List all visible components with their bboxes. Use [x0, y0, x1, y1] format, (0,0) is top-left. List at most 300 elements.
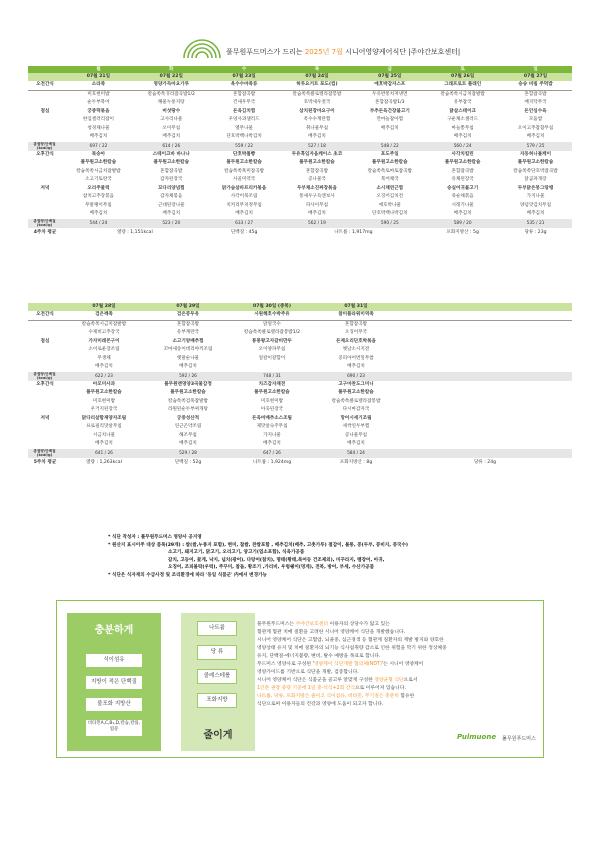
menu-item: 배추김치	[308, 134, 326, 139]
desc-line	[257, 637, 497, 645]
lunch-label	[28, 363, 62, 372]
empty-cell	[398, 398, 572, 407]
menu-item: 풀무원고소한칼슘	[80, 160, 117, 165]
lunch-row	[28, 338, 572, 347]
dinner-label	[28, 406, 62, 415]
menu-item: 혼합잡곡밥1/3	[375, 100, 405, 105]
note-origin-3: 갈치, 고등어, 꽃게, 낙지, 넙치(광어), 다랑어(참치), 명태(황태,북어등 건조제외), 미꾸라지, 뱀장어, 아귀,	[168, 557, 385, 563]
date-cell: 07월 21일	[62, 73, 135, 81]
notes	[108, 534, 538, 579]
menu-item: 닭다리살함재양자조림	[81, 415, 127, 421]
nutrition-info-panel	[56, 600, 544, 758]
title-suffix: 시니어영양케어식단 |주야간보호센터|	[345, 48, 461, 56]
menu-item: 콩피아어번잎무쌈	[338, 355, 374, 361]
menu-item: 아모미사과	[92, 381, 116, 387]
menu-item: 파사이무침	[305, 202, 329, 208]
title-prefix: 풀무원푸드머스가 드리는	[226, 48, 303, 56]
title-year-month: 2025년 7월	[304, 48, 343, 56]
lunch-label	[28, 346, 62, 355]
menu-item: 단호박롤빵	[233, 151, 256, 157]
dinner-row	[28, 185, 572, 194]
menu-item: 애호박나물	[378, 202, 401, 208]
lunch-row	[28, 355, 572, 364]
weekday-5: 토	[426, 66, 499, 73]
average-protein: 단백질 : 45g	[230, 229, 258, 235]
empty-cell	[398, 363, 572, 372]
menu-item: 허루요거트 포도(컵)	[281, 81, 354, 90]
menu-item: 오이고추찹찹무침	[517, 125, 554, 131]
note-origin-2: 소고기, 돼지고기, 닭고기, 오리고기, 양고기(염소포함), 식육가공품	[168, 550, 305, 555]
kcal-value: 535 / 21	[499, 219, 572, 228]
kcal-value: 614 / 26	[135, 142, 208, 151]
snack-pm-label-2	[28, 389, 62, 398]
menu-item: 배추김치	[95, 441, 113, 446]
desc-text: 유지, 단백질-에너지불량, 변비, 탈수 예방을 목표로 합니다.	[257, 654, 381, 659]
kcal-label-line: 총열량/단백질	[33, 448, 56, 453]
desc-line	[257, 669, 497, 677]
kcal-label-line: (kcal/g)	[36, 146, 53, 150]
menu-item: 사각어묵조림	[230, 194, 258, 199]
week-average-row	[28, 228, 572, 237]
menu-item: 미호현미밥	[87, 91, 110, 97]
menu-item: 오이양파무침	[258, 347, 286, 352]
date-corner	[28, 303, 62, 311]
lunch-label	[28, 99, 62, 108]
desc-text: 영양가이드를 기반으로 식단을 개발, 검증합니다.	[257, 670, 359, 675]
empty-cell	[398, 329, 572, 338]
dinner-label	[28, 423, 62, 432]
lunch-row	[28, 320, 572, 329]
menu-item: 칼슘쏙쏙검흑잡발밥	[168, 398, 208, 404]
desc-text: 으로서	[403, 678, 418, 683]
menu-item: 소고기토란국	[85, 177, 112, 182]
menu-item: 유부잡국	[453, 100, 472, 105]
desc-line	[257, 653, 497, 661]
menu-item: 통통왕고자갈비만두	[252, 338, 292, 344]
lunch-label	[28, 320, 62, 329]
dinner-label	[28, 432, 62, 441]
menu-item: 시금치나물	[92, 432, 116, 438]
empty-cell	[398, 432, 572, 441]
dinner-label: 저녁	[40, 415, 50, 421]
date-cell: 07월 24일	[281, 73, 354, 81]
kcal-value: 559 / 22	[208, 142, 281, 151]
menu-item: 고구마찬도그미니	[338, 381, 374, 387]
menu-item: 두부닭은봉그랑땡	[517, 185, 554, 191]
menu-item: 배추김치	[308, 211, 326, 216]
menu-item: 소고기양배추찜	[172, 338, 204, 344]
note-change: * 식단은 식자재의 수급사정 및 조리환경에 따라 '동일 식품군' 内에서 변경가능	[108, 572, 267, 578]
empty-cell	[398, 440, 572, 449]
empty-cell	[398, 355, 572, 364]
menu-item: 참치고추장볶음	[82, 194, 114, 199]
menu-item: 칼슘쏙쏙토마토잡곡밥	[367, 168, 412, 174]
menu-item: 칼슘쏙쏙단호박잡곡밥	[513, 168, 558, 174]
menu-item: 풀무원고소한칼슘	[444, 160, 481, 165]
desc-emphasis: 주야간보호센터	[295, 622, 329, 627]
menu-item: 오징어김치전	[376, 194, 404, 199]
note-origin-4: 오징어, 조피볼락(우럭), 주꾸미, 참돔, 황조기 ,가리비, 우렁쉥이(멍게), 전복, 방어, 부세, 수산가공품	[168, 565, 375, 570]
menu-item: 숭숭 비빔 주먹밥	[499, 81, 572, 90]
date-row	[28, 303, 572, 311]
empty-cell	[398, 415, 572, 424]
desc-line	[257, 693, 497, 701]
weekday-4: 금	[353, 66, 426, 73]
kcal-label-line: (kcal/g)	[36, 223, 53, 227]
pulmuone-logo	[180, 38, 224, 60]
lunch-row	[28, 116, 572, 125]
dinner-label: 저녁	[40, 185, 50, 191]
dinner-label	[28, 168, 62, 177]
menu-item: 배추김치	[380, 125, 399, 131]
lunch-row	[28, 125, 572, 134]
kcal-value: 548 / 22	[353, 142, 426, 151]
average-sodium: 나트륨 : 1,924mg	[252, 459, 292, 465]
menu-item: 무생채	[97, 355, 111, 361]
menu-item: 검은깨죽	[62, 311, 146, 320]
dinner-row	[28, 168, 572, 177]
menu-item: 배추김치	[89, 134, 108, 139]
menu-item: 양념맛김치무침	[519, 202, 552, 208]
dinner-row	[28, 415, 572, 424]
menu-item: 북어채국	[380, 177, 399, 182]
kcal-value: 579 / 25	[499, 142, 572, 151]
dinner-row	[28, 202, 572, 211]
dinner-row	[28, 176, 572, 185]
date-cell: 07월 23일	[208, 73, 281, 81]
kcal-value: 590 / 25	[353, 219, 426, 228]
kcal-value: 592 / 26	[146, 372, 230, 381]
menu-item: 시원해호수박주유	[230, 311, 314, 320]
lunch-row	[28, 329, 572, 338]
menu-item: 프로필리맛살무침	[86, 424, 122, 429]
snack-am-row	[28, 81, 572, 90]
menu-item: 부추돈육간장불고기	[369, 108, 410, 114]
menu-item: 단호박백나박김치	[226, 134, 262, 139]
menu-item: 혼합잡곡밥	[176, 321, 200, 327]
desc-line	[257, 645, 497, 653]
kcal-value: 589 / 20	[426, 219, 499, 228]
dinner-row	[28, 423, 572, 432]
menu-item: 배지탁무국	[524, 100, 547, 105]
lunch-label	[28, 329, 62, 338]
menu-item: 죽순채볶음	[451, 194, 474, 199]
kcal-label	[28, 372, 62, 381]
menu-item: 두유반통치저냉면	[372, 91, 408, 97]
menu-item: 풀무원맨영양3곡물감정	[164, 381, 212, 387]
kcal-label-line: 총열량/단백질	[33, 371, 56, 376]
kcal-value: 633 / 27	[208, 219, 281, 228]
desc-text: 시니어 영양케어 식단은 식품군을 골고루 알맞게 구성한	[257, 678, 375, 683]
note-author: * 식단 작성자 : 풀무원푸드머스 영양사 공지영	[108, 535, 202, 540]
menu-item: 유부계란국	[176, 330, 200, 335]
menu-item: 감자된장국	[160, 177, 183, 182]
menu-item: 옛말순나물	[176, 355, 200, 361]
more-panel	[67, 613, 161, 751]
kcal-value: 523 / 20	[135, 219, 208, 228]
desc-line	[257, 701, 497, 709]
menu-item: 칼슘쏙쏙시금치잡발밥	[76, 168, 121, 174]
lunch-row	[28, 346, 572, 355]
dinner-row	[28, 210, 572, 219]
menu-item: 배추김치	[263, 441, 281, 446]
weekday-2: 수	[208, 66, 281, 73]
info-description	[257, 621, 497, 709]
weekday-1: 화	[135, 66, 208, 73]
menu-item: 근대된장나물	[157, 202, 185, 208]
menu-item: 북숭아	[91, 151, 106, 157]
week-average-row	[28, 458, 572, 467]
lunch-label: 점심	[40, 108, 50, 114]
dinner-label	[28, 193, 62, 202]
menu-item: 사각치킬린	[451, 151, 474, 157]
menu-item: 미호현미밥	[260, 398, 284, 404]
menu-item: 참미플라워미역죽	[314, 311, 398, 320]
snack-pm-row-2	[28, 389, 572, 398]
menu-item: 꼬마새송이데리야끼조림	[163, 347, 213, 352]
menu-item: 칼슘쏙쏙시금치잡발밥	[81, 321, 127, 327]
menu-item: 혼합잡곡밥	[305, 168, 329, 174]
menu-item: 그래프로트 플래인	[426, 81, 499, 90]
menu-item: 돈육김치찜	[233, 108, 256, 114]
more-item: 불포화 지방산	[85, 697, 143, 712]
desc-line	[257, 621, 497, 629]
corner-cell	[28, 66, 62, 73]
menu-item: 칼슘쏙쏙시금치잡발밥	[440, 91, 485, 97]
menu-item: 수제비고추장국	[88, 330, 120, 335]
menu-item: 배추김치	[95, 364, 113, 369]
menu-item: 옛날소시지전	[342, 347, 370, 352]
empty-cell	[398, 320, 572, 329]
average-sugar: 당류 : 23g	[524, 229, 547, 235]
desc-text: 시니어 영양케어 식단은 고혈압, 뇌졸중, 심근경색 등 혈관계 질환자의 재발 방지와 양호한	[257, 638, 444, 643]
lunch-label	[28, 116, 62, 125]
desc-text: 함유한	[398, 694, 415, 699]
dinner-kcal-row	[28, 219, 572, 228]
kcal-label	[28, 219, 62, 228]
menu-item: 소이로운장조림	[88, 347, 120, 352]
menu-table-week4	[28, 66, 572, 237]
kcal-value: 748 / 31	[230, 372, 314, 381]
weekday-header	[28, 66, 572, 73]
snack-pm-row-label: 오후간식	[36, 381, 54, 387]
menu-item: 옥수수계란찜	[303, 117, 331, 122]
menu-item: 라원된순두부찌개탕	[168, 407, 208, 412]
menu-item: 칼슘쏙쏙흑미잡곡밥	[224, 168, 265, 174]
menu-item: 미호현미밥	[92, 398, 116, 404]
menu-item: 얼갈이갈합이	[258, 355, 286, 361]
kcal-label-line: 총열량/단백질	[33, 141, 56, 146]
empty-cell	[398, 338, 572, 347]
menu-item: 망어시세기조림	[340, 415, 372, 421]
date-cell: 07월 31일	[314, 303, 398, 311]
snack-pm-row-2	[28, 159, 572, 168]
menu-item: 청경채나물	[87, 125, 110, 131]
less-item: 당 류	[197, 645, 237, 660]
menu-item: 혼합잡곡밥	[160, 168, 183, 174]
menu-item: 자동허니볼케이	[519, 151, 552, 157]
dinner-row	[28, 193, 572, 202]
desc-text: 혈관계 혈관 치매 질환을 고려한 시니어 영양케어 식단을 개발했습니다.	[257, 630, 406, 635]
menu-item: 열무나물	[235, 125, 253, 131]
date-cell: 07월 30일 (중복)	[230, 303, 314, 311]
lunch-label	[28, 90, 62, 99]
menu-item: 감자채볶음	[160, 194, 183, 199]
dinner-label	[28, 202, 62, 211]
lunch-label	[28, 125, 62, 134]
kcal-value: 560 / 24	[426, 142, 499, 151]
desc-line	[257, 629, 497, 637]
lunch-row	[28, 99, 572, 108]
menu-item: 해물누룽지탕	[157, 100, 185, 105]
empty-cell	[398, 381, 572, 390]
menu-item: 새싹연두부찜	[342, 424, 370, 429]
lunch-label	[28, 133, 62, 142]
snack-pm-row	[28, 151, 572, 160]
less-item: 포화지방	[197, 693, 237, 708]
empty-cell	[398, 346, 572, 355]
desc-line	[257, 661, 497, 669]
menu-item: 모둠쌈	[528, 117, 543, 122]
menu-item: 혼합잡곡밥	[344, 321, 368, 327]
kcal-value: 562 / 19	[281, 219, 354, 228]
menu-item: 풀무원고소한칼슘	[153, 160, 190, 165]
menu-item: 오이무침	[162, 125, 181, 131]
date-row	[28, 73, 572, 81]
more-label: 충분하게	[94, 625, 134, 636]
date-cell: 07월 27일	[499, 73, 572, 81]
dinner-label	[28, 440, 62, 449]
menu-item: 고사리나물	[160, 117, 183, 122]
kcal-value: 647 / 26	[230, 449, 314, 458]
menu-item: 칼슘쏙쏙귀리잡곡밥1/2	[147, 91, 195, 97]
menu-item: 치커리무치정무침	[226, 202, 262, 208]
more-item: 식이섬유	[85, 653, 143, 668]
lunch-kcal-row	[28, 142, 572, 151]
menu-item: 단호박백나박김치	[372, 211, 408, 216]
average-kcal: 열량 : 1,151kcal	[116, 229, 153, 235]
less-label: 줄이게	[203, 730, 233, 741]
kcal-label-line: 총열량/단백질	[33, 218, 56, 223]
less-item: 나트륨	[197, 621, 237, 636]
snack-pm-label-2	[28, 159, 62, 168]
menu-item: 순두부북어	[87, 100, 110, 105]
menu-item: 스테이크바 바나나	[152, 151, 190, 157]
menu-item: 애호박감자스프	[353, 81, 426, 90]
menu-item: 돈제오리단호박볶음	[336, 338, 376, 344]
menu-table-week5	[28, 303, 572, 467]
date-cell: 07월 29일	[146, 303, 230, 311]
dinner-row	[28, 398, 572, 407]
empty-cell	[398, 303, 572, 311]
desc-text: 풀무원푸드머스는	[257, 622, 296, 627]
kcal-label-line: (kcal/g)	[36, 453, 53, 457]
menu-item: 배추김치	[526, 211, 545, 216]
desc-text: '는 시니어 영양케어	[381, 662, 424, 667]
lunch-row	[28, 90, 572, 99]
menu-item: 삼치된장마요구이	[299, 108, 335, 114]
menu-item: 배추김치	[179, 441, 197, 446]
average-fat: 포화지방산 : 5g	[446, 229, 479, 235]
lunch-kcal-row	[28, 372, 572, 381]
menu-item: 닭얼국수	[263, 321, 281, 327]
menu-item	[353, 133, 426, 142]
menu-item: 배추김치	[453, 134, 472, 139]
menu-item: 취나물무침	[305, 125, 329, 131]
menu-item: 연근곤약조림	[174, 424, 202, 429]
menu-item: 닭가슴살파프리카볶음	[221, 185, 267, 191]
menu-item: 깐마늘잡아찜	[376, 117, 404, 122]
dinner-label	[28, 398, 62, 407]
dinner-label	[28, 176, 62, 185]
kcal-value: 690 / 23	[314, 372, 398, 381]
menu-item: 배추김치	[347, 441, 365, 446]
desc-text: 푸드머스 영양사로 구성된 '	[257, 662, 314, 667]
empty-cell	[398, 311, 572, 320]
menu-item: 돈안심수육	[524, 108, 547, 114]
date-cell: 07월 28일	[62, 303, 146, 311]
snack-pm-row	[28, 381, 572, 390]
dinner-row	[28, 432, 572, 441]
less-item: 콜레스테롤	[197, 669, 237, 684]
empty-cell	[398, 406, 572, 415]
lunch-row	[28, 108, 572, 117]
menu-item: 치즈감자채전	[258, 381, 286, 387]
kcal-value: 622 / 23	[62, 372, 146, 381]
menu-item: 제맛살숙주무침	[256, 424, 288, 429]
snack-am-row-label: 오전간식	[28, 311, 62, 320]
kcal-label	[28, 142, 62, 151]
date-cell: 07월 25일	[353, 73, 426, 81]
menu-item: 소시채연근찜	[376, 185, 404, 191]
menu-item: 영양가득마요가루	[135, 81, 208, 90]
menu-item: 풀무원고소한칼슘	[338, 390, 374, 395]
empty-cell	[398, 449, 572, 458]
menu-item: 포도주일	[380, 151, 399, 157]
desc-emphasis: 영양균형 식단	[374, 678, 404, 683]
lunch-label	[28, 355, 62, 364]
menu-item: 시래기나물	[451, 202, 474, 208]
menu-item: 소라죽	[62, 81, 135, 90]
kcal-value: 529 / 28	[146, 449, 230, 458]
desc-emphasis: 나트륨, 당류, 포화지방은 줄이고 식이섬유, 비타민, 무기질은 충분히	[257, 694, 399, 699]
average-sugar: 당류 : 24g	[473, 459, 497, 465]
dinner-row	[28, 440, 572, 449]
desc-text: 영양상태 유지 및 치매 질환자의 뇌기능 식사섭취량 감소로 인한 위험을 막기 위한 정상체중	[257, 646, 447, 651]
empty-cell	[398, 423, 572, 432]
weekday-6: 일	[499, 66, 572, 73]
menu-item: 오리주물럭	[87, 185, 110, 191]
menu-item: 칼슘쏙쏙클로렐라잡봉밥	[331, 398, 381, 404]
date-cell: 07월 26일	[426, 73, 499, 81]
average-fat: 포화지방산 : 8g	[339, 459, 373, 465]
dinner-kcal-row	[28, 449, 572, 458]
desc-line	[257, 677, 497, 685]
weekday-0: 월	[62, 66, 135, 73]
dinner-row	[28, 406, 572, 415]
menu-item: 가자미레몬구이	[88, 338, 120, 344]
empty-cell	[398, 389, 572, 398]
menu-item: 버섯땅수	[162, 108, 181, 114]
more-item: 비타민A,C,B₁,D,칼슘,칼륨,엽분	[85, 719, 143, 737]
page-title	[226, 48, 471, 64]
menu-item: 돈육버배추소스조림	[252, 415, 292, 421]
average-label: 4주차 평균	[33, 229, 57, 235]
menu-item: 배추김치	[235, 211, 253, 216]
kcal-value: 527 / 18	[281, 142, 354, 151]
menu-item: 풀무원고소한칼슘	[86, 390, 122, 395]
date-corner	[28, 73, 62, 81]
